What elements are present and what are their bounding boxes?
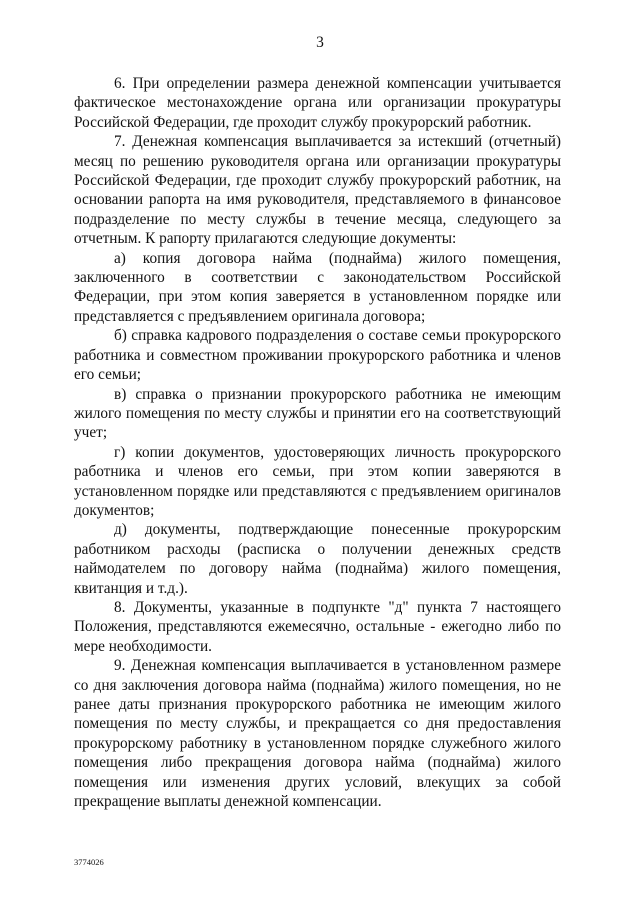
document-code: 3774026 xyxy=(74,857,104,867)
subitem-d: д) документы, подтверждающие понесенные прокурорским работником расходы (расписка о получении денежных средств наймодателем по договору найма (поднайма) жилого помещения, квитанция и т.д.). xyxy=(74,521,561,597)
paragraph-6: 6. При определении размера денежной компенсации учитывается фактическое местонахождение органа или организации прокуратуры Российской Федерации, где проходит службу прокурорский работник. xyxy=(74,75,561,131)
page-number: 3 xyxy=(316,34,324,51)
subitem-a: а) копия договора найма (поднайма) жилого помещения, заключенного в соответствии с законодательством Российской Федерации, при этом копия заверяется в установленном порядке или представляется с предъявлением оригинала договора; xyxy=(74,249,561,325)
subitem-g: г) копии документов, удостоверяющих личность прокурорского работника и членов его семьи, при этом копии заверяются в установленном порядке или представляются с предъявлением оригиналов документов; xyxy=(74,443,561,519)
paragraph-8: 8. Документы, указанные в подпункте "д" пункта 7 настоящего Положения, представляются ежемесячно, остальные - ежегодно либо по мере необходимости. xyxy=(74,598,561,655)
subitem-b: б) справка кадрового подразделения о составе семьи прокурорского работника и совместном проживании прокурорского работника и членов его семьи; xyxy=(74,327,561,384)
paragraph-7: 7. Денежная компенсация выплачивается за истекший (отчетный) месяц по решению руководителя органа или организации прокуратуры Российской Федерации, где проходит службу прокурорский работник, на основании рапорта на имя руководителя, представляемого в финансовое подразделение по месту службы в течение месяца, следующего за отчетным. К рапорту прилагаются следующие документы: xyxy=(74,133,561,248)
subitem-v: в) справка о признании прокурорского работника не имеющим жилого помещения по месту службы и принятии его на соответствующий учет; xyxy=(74,385,561,442)
paragraph-9: 9. Денежная компенсация выплачивается в установленном размере со дня заключения договора найма (поднайма) жилого помещения, но не ранее даты признания прокурорского работника не имеющим жилого помещения по месту службы, и прекращается со дня предоставления прокурорскому работнику в установленном порядке служебного жилого помещения либо прекращения договора найма (поднайма) жилого помещения или изменения других условий, влекущих за собой прекращение выплаты денежной компенсации. xyxy=(74,657,561,811)
document-body xyxy=(74,74,561,811)
